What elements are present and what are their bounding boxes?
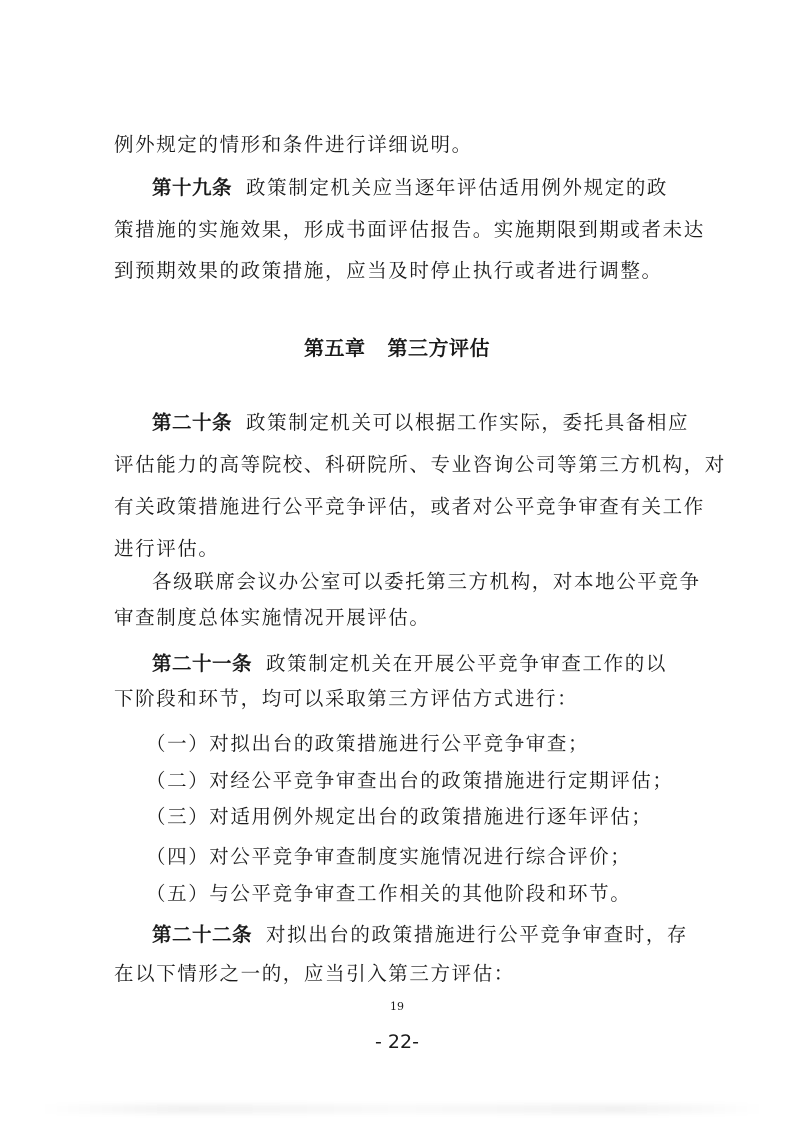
article-20-text-0: 政策制定机关可以根据工作实际，委托具备相应 — [246, 411, 690, 434]
article-21-text-0: 政策制定机关在开展公平竞争审查工作的以 — [266, 652, 667, 675]
article-22-first-line — [152, 921, 742, 949]
article-19-text-1: 策措施的实施效果，形成书面评估报告。实施期限到期或者未达 — [114, 218, 705, 241]
article-21-item-1: （一）对拟出台的政策措施进行公平竞争审查； — [146, 732, 590, 755]
article-20-first-line — [152, 409, 742, 437]
article-22-text-0: 对拟出台的政策措施进行公平竞争审查时，存 — [266, 923, 689, 946]
article-21-first-line — [152, 650, 742, 678]
article-21-item-5: （五）与公平竞争审查工作相关的其他阶段和环节。 — [146, 882, 632, 905]
article-20-text-3: 进行评估。 — [114, 537, 220, 560]
article-21-item-3: （三）对适用例外规定出台的政策措施进行逐年评估； — [146, 805, 653, 828]
scan-edge-shadow — [40, 1104, 764, 1114]
article-20-heading: 第二十条 — [152, 411, 233, 434]
article-19-first-line — [152, 174, 742, 202]
article-20-text-2: 有关政策措施进行公平竞争评估，或者对公平竞争审查有关工作 — [114, 495, 705, 518]
article-20-text-1: 评估能力的高等院校、科研院所、专业咨询公司等第三方机构，对 — [114, 453, 726, 476]
article-20-paragraph2-line-0: 各级联席会议办公室可以委托第三方机构，对本地公平竞争 — [152, 570, 701, 593]
article-22-text-1: 在以下情形之一的，应当引入第三方评估： — [114, 962, 515, 985]
chapter-heading — [0, 334, 794, 362]
article-20-paragraph2-line-1: 审查制度总体实施情况开展评估。 — [114, 606, 431, 629]
original-page-number: 19 — [390, 1000, 404, 1013]
article-19-heading: 第十九条 — [152, 176, 233, 199]
article-21-item-2: （二）对经公平竞争审查出台的政策措施进行定期评估； — [146, 769, 674, 792]
page-number: - 22- — [375, 1031, 419, 1053]
article-21-heading: 第二十一条 — [152, 652, 253, 675]
article-22-heading: 第二十二条 — [152, 923, 253, 946]
article-21-item-4: （四）对公平竞争审查制度实施情况进行综合评价； — [146, 845, 632, 868]
article-21-text-1: 下阶段和环节，均可以采取第三方评估方式进行： — [114, 687, 579, 710]
article-19-text-2: 到预期效果的政策措施，应当及时停止执行或者进行调整。 — [114, 259, 663, 282]
chapter-number: 第五章 — [304, 336, 366, 360]
chapter-title: 第三方评估 — [387, 336, 490, 360]
article-19-text-0: 政策制定机关应当逐年评估适用例外规定的政 — [246, 176, 669, 199]
continuation-line: 例外规定的情形和条件进行详细说明。 — [114, 133, 473, 156]
